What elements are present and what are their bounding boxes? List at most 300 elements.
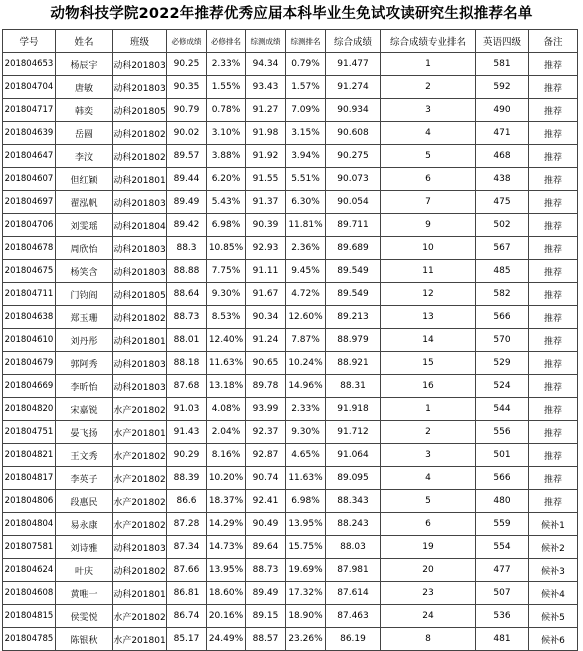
cell-cet4: 485	[476, 260, 529, 283]
cell-student-id: 201807581	[3, 536, 56, 559]
cell-required-rank: 20.16%	[207, 605, 246, 628]
cell-required-rank: 12.40%	[207, 329, 246, 352]
cell-remark: 推荐	[529, 306, 578, 329]
cell-student-id: 201804610	[3, 329, 56, 352]
cell-remark: 候补2	[529, 536, 578, 559]
cell-student-id: 201804804	[3, 513, 56, 536]
cell-assessment-score: 89.78	[246, 375, 286, 398]
cell-class: 动科201803	[113, 352, 167, 375]
cell-required-rank: 14.29%	[207, 513, 246, 536]
column-header-name: 姓名	[56, 30, 113, 53]
cell-assessment-rank: 9.30%	[286, 421, 326, 444]
cell-class: 动科201801	[113, 168, 167, 191]
column-header-assessment-rank: 综测排名	[286, 30, 326, 53]
cell-assessment-score: 90.65	[246, 352, 286, 375]
cell-student-id: 201804669	[3, 375, 56, 398]
cell-required-score: 90.25	[167, 53, 207, 76]
cell-name: 李英子	[56, 467, 113, 490]
cell-class: 水产201801	[113, 628, 167, 651]
cell-assessment-score: 91.27	[246, 99, 286, 122]
cell-required-score: 88.3	[167, 237, 207, 260]
cell-overall-major-rank: 3	[381, 99, 476, 122]
cell-overall-score: 90.934	[326, 99, 381, 122]
cell-assessment-rank: 7.09%	[286, 99, 326, 122]
cell-cet4: 554	[476, 536, 529, 559]
cell-overall-score: 89.549	[326, 283, 381, 306]
cell-required-score: 87.28	[167, 513, 207, 536]
cell-required-score: 88.01	[167, 329, 207, 352]
cell-assessment-score: 91.24	[246, 329, 286, 352]
cell-student-id: 201804679	[3, 352, 56, 375]
cell-student-id: 201804647	[3, 145, 56, 168]
cell-required-rank: 0.78%	[207, 99, 246, 122]
cell-student-id: 201804704	[3, 76, 56, 99]
cell-cet4: 507	[476, 582, 529, 605]
cell-class: 水产201802	[113, 605, 167, 628]
column-header-cet4: 英语四级	[476, 30, 529, 53]
cell-cet4: 468	[476, 145, 529, 168]
cell-class: 动科201802	[113, 559, 167, 582]
table-row	[3, 375, 578, 398]
cell-class: 水产201801	[113, 421, 167, 444]
cell-assessment-rank: 13.95%	[286, 513, 326, 536]
cell-required-rank: 3.88%	[207, 145, 246, 168]
header-row	[3, 30, 578, 53]
cell-required-rank: 6.20%	[207, 168, 246, 191]
cell-assessment-rank: 1.57%	[286, 76, 326, 99]
cell-required-score: 86.81	[167, 582, 207, 605]
cell-assessment-score: 88.57	[246, 628, 286, 651]
cell-overall-major-rank: 6	[381, 513, 476, 536]
cell-assessment-rank: 4.65%	[286, 444, 326, 467]
cell-overall-score: 88.979	[326, 329, 381, 352]
cell-overall-score: 89.549	[326, 260, 381, 283]
cell-student-id: 201804678	[3, 237, 56, 260]
cell-name: 但红颖	[56, 168, 113, 191]
cell-assessment-rank: 2.36%	[286, 237, 326, 260]
table-row	[3, 352, 578, 375]
cell-assessment-rank: 7.87%	[286, 329, 326, 352]
cell-assessment-score: 89.64	[246, 536, 286, 559]
recommendation-table	[2, 29, 578, 651]
cell-required-score: 89.57	[167, 145, 207, 168]
cell-overall-major-rank: 16	[381, 375, 476, 398]
cell-overall-major-rank: 1	[381, 398, 476, 421]
cell-cet4: 480	[476, 490, 529, 513]
column-header-overall-major-rank: 综合成绩专业排名	[381, 30, 476, 53]
cell-class: 动科201803	[113, 237, 167, 260]
cell-student-id: 201804675	[3, 260, 56, 283]
cell-class: 动科201803	[113, 191, 167, 214]
cell-remark: 推荐	[529, 145, 578, 168]
cell-class: 动科201802	[113, 122, 167, 145]
cell-overall-major-rank: 19	[381, 536, 476, 559]
cell-required-rank: 2.33%	[207, 53, 246, 76]
cell-name: 段惠民	[56, 490, 113, 513]
column-header-required-score: 必修成绩	[167, 30, 207, 53]
cell-cet4: 582	[476, 283, 529, 306]
cell-overall-major-rank: 23	[381, 582, 476, 605]
cell-required-score: 86.6	[167, 490, 207, 513]
cell-student-id: 201804706	[3, 214, 56, 237]
cell-assessment-score: 92.93	[246, 237, 286, 260]
cell-overall-score: 90.073	[326, 168, 381, 191]
cell-required-score: 88.64	[167, 283, 207, 306]
cell-class: 水产201802	[113, 513, 167, 536]
cell-cet4: 529	[476, 352, 529, 375]
cell-remark: 推荐	[529, 352, 578, 375]
cell-class: 动科201803	[113, 76, 167, 99]
cell-name: 唐敏	[56, 76, 113, 99]
cell-assessment-rank: 12.60%	[286, 306, 326, 329]
cell-cet4: 481	[476, 628, 529, 651]
cell-student-id: 201804820	[3, 398, 56, 421]
cell-assessment-rank: 23.26%	[286, 628, 326, 651]
cell-assessment-score: 90.34	[246, 306, 286, 329]
cell-cet4: 581	[476, 53, 529, 76]
cell-student-id: 201804806	[3, 490, 56, 513]
cell-required-rank: 13.95%	[207, 559, 246, 582]
cell-overall-major-rank: 3	[381, 444, 476, 467]
cell-required-score: 90.02	[167, 122, 207, 145]
cell-class: 动科201805	[113, 99, 167, 122]
cell-required-score: 90.29	[167, 444, 207, 467]
cell-assessment-rank: 11.63%	[286, 467, 326, 490]
cell-overall-major-rank: 6	[381, 168, 476, 191]
cell-required-score: 89.42	[167, 214, 207, 237]
cell-name: 门钧阎	[56, 283, 113, 306]
cell-remark: 推荐	[529, 168, 578, 191]
cell-name: 陈银秋	[56, 628, 113, 651]
cell-required-rank: 9.30%	[207, 283, 246, 306]
cell-assessment-rank: 3.15%	[286, 122, 326, 145]
cell-overall-major-rank: 2	[381, 421, 476, 444]
table-row	[3, 513, 578, 536]
cell-class: 动科201802	[113, 306, 167, 329]
cell-overall-score: 89.689	[326, 237, 381, 260]
cell-assessment-rank: 15.75%	[286, 536, 326, 559]
column-header-required-rank: 必修排名	[207, 30, 246, 53]
cell-cet4: 471	[476, 122, 529, 145]
cell-cet4: 570	[476, 329, 529, 352]
cell-class: 水产201802	[113, 398, 167, 421]
cell-assessment-rank: 14.96%	[286, 375, 326, 398]
cell-overall-score: 88.31	[326, 375, 381, 398]
cell-name: 叶庆	[56, 559, 113, 582]
cell-required-rank: 8.53%	[207, 306, 246, 329]
cell-assessment-rank: 10.24%	[286, 352, 326, 375]
cell-assessment-rank: 0.79%	[286, 53, 326, 76]
table-row	[3, 191, 578, 214]
table-row	[3, 306, 578, 329]
cell-overall-score: 91.274	[326, 76, 381, 99]
cell-required-rank: 18.60%	[207, 582, 246, 605]
cell-overall-major-rank: 1	[381, 53, 476, 76]
cell-required-score: 89.44	[167, 168, 207, 191]
cell-class: 动科201804	[113, 214, 167, 237]
cell-overall-score: 91.918	[326, 398, 381, 421]
cell-assessment-rank: 18.90%	[286, 605, 326, 628]
cell-student-id: 201804608	[3, 582, 56, 605]
cell-assessment-rank: 11.81%	[286, 214, 326, 237]
cell-assessment-rank: 5.51%	[286, 168, 326, 191]
cell-remark: 推荐	[529, 76, 578, 99]
cell-name: 岳圆	[56, 122, 113, 145]
cell-overall-score: 87.981	[326, 559, 381, 582]
cell-overall-major-rank: 9	[381, 214, 476, 237]
cell-required-score: 89.49	[167, 191, 207, 214]
cell-cet4: 559	[476, 513, 529, 536]
cell-name: 杨辰宇	[56, 53, 113, 76]
cell-required-score: 87.68	[167, 375, 207, 398]
cell-remark: 推荐	[529, 444, 578, 467]
cell-remark: 推荐	[529, 53, 578, 76]
cell-remark: 候补3	[529, 559, 578, 582]
cell-required-rank: 5.43%	[207, 191, 246, 214]
cell-overall-score: 87.614	[326, 582, 381, 605]
cell-student-id: 201804638	[3, 306, 56, 329]
cell-required-score: 91.03	[167, 398, 207, 421]
cell-required-rank: 1.55%	[207, 76, 246, 99]
cell-name: 黄唯一	[56, 582, 113, 605]
cell-class: 动科201803	[113, 375, 167, 398]
cell-assessment-rank: 19.69%	[286, 559, 326, 582]
cell-name: 郑玉珊	[56, 306, 113, 329]
cell-cet4: 438	[476, 168, 529, 191]
cell-assessment-rank: 17.32%	[286, 582, 326, 605]
cell-cet4: 501	[476, 444, 529, 467]
cell-overall-score: 88.243	[326, 513, 381, 536]
cell-cet4: 536	[476, 605, 529, 628]
cell-overall-score: 90.608	[326, 122, 381, 145]
cell-overall-score: 88.03	[326, 536, 381, 559]
cell-assessment-rank: 4.72%	[286, 283, 326, 306]
cell-remark: 候补6	[529, 628, 578, 651]
cell-assessment-score: 92.87	[246, 444, 286, 467]
cell-overall-score: 89.213	[326, 306, 381, 329]
cell-overall-major-rank: 20	[381, 559, 476, 582]
cell-remark: 推荐	[529, 398, 578, 421]
cell-overall-score: 89.711	[326, 214, 381, 237]
cell-name: 翟泓帆	[56, 191, 113, 214]
cell-student-id: 201804717	[3, 99, 56, 122]
cell-assessment-score: 91.37	[246, 191, 286, 214]
cell-student-id: 201804697	[3, 191, 56, 214]
cell-cet4: 592	[476, 76, 529, 99]
cell-cet4: 566	[476, 467, 529, 490]
cell-overall-major-rank: 10	[381, 237, 476, 260]
cell-assessment-rank: 9.45%	[286, 260, 326, 283]
cell-assessment-rank: 2.33%	[286, 398, 326, 421]
cell-required-score: 88.39	[167, 467, 207, 490]
cell-remark: 推荐	[529, 490, 578, 513]
cell-required-rank: 10.85%	[207, 237, 246, 260]
cell-assessment-score: 92.41	[246, 490, 286, 513]
cell-overall-score: 88.921	[326, 352, 381, 375]
cell-required-rank: 13.18%	[207, 375, 246, 398]
cell-name: 周欣怡	[56, 237, 113, 260]
cell-remark: 推荐	[529, 375, 578, 398]
cell-required-score: 90.35	[167, 76, 207, 99]
table-row	[3, 398, 578, 421]
cell-overall-score: 89.095	[326, 467, 381, 490]
cell-required-rank: 8.16%	[207, 444, 246, 467]
cell-overall-major-rank: 11	[381, 260, 476, 283]
cell-class: 动科201802	[113, 145, 167, 168]
cell-remark: 候补4	[529, 582, 578, 605]
cell-student-id: 201804639	[3, 122, 56, 145]
cell-assessment-score: 91.55	[246, 168, 286, 191]
cell-required-rank: 3.10%	[207, 122, 246, 145]
cell-overall-major-rank: 15	[381, 352, 476, 375]
cell-name: 李昕怡	[56, 375, 113, 398]
cell-name: 王文秀	[56, 444, 113, 467]
cell-required-score: 88.88	[167, 260, 207, 283]
cell-student-id: 201804817	[3, 467, 56, 490]
cell-student-id: 201804821	[3, 444, 56, 467]
cell-overall-major-rank: 4	[381, 122, 476, 145]
cell-overall-score: 86.19	[326, 628, 381, 651]
cell-remark: 推荐	[529, 191, 578, 214]
cell-assessment-rank: 6.98%	[286, 490, 326, 513]
column-header-student-id: 学号	[3, 30, 56, 53]
column-header-class: 班级	[113, 30, 167, 53]
cell-student-id: 201804751	[3, 421, 56, 444]
cell-student-id: 201804785	[3, 628, 56, 651]
cell-cet4: 556	[476, 421, 529, 444]
cell-overall-major-rank: 5	[381, 490, 476, 513]
document-title: 动物科技学院2022年推荐优秀应届本科毕业生免试攻读研究生拟推荐名单	[50, 6, 533, 22]
cell-assessment-score: 89.15	[246, 605, 286, 628]
column-header-overall-score: 综合成绩	[326, 30, 381, 53]
table-row	[3, 628, 578, 651]
cell-class: 水产201802	[113, 467, 167, 490]
cell-overall-score: 88.343	[326, 490, 381, 513]
cell-assessment-score: 94.34	[246, 53, 286, 76]
cell-remark: 推荐	[529, 467, 578, 490]
cell-overall-score: 90.275	[326, 145, 381, 168]
table-row	[3, 53, 578, 76]
cell-required-score: 88.73	[167, 306, 207, 329]
cell-class: 动科201805	[113, 283, 167, 306]
cell-assessment-rank: 3.94%	[286, 145, 326, 168]
cell-overall-score: 91.477	[326, 53, 381, 76]
cell-class: 水产201802	[113, 490, 167, 513]
cell-student-id: 201804653	[3, 53, 56, 76]
cell-remark: 推荐	[529, 421, 578, 444]
table-row	[3, 260, 578, 283]
cell-name: 刘雯瑶	[56, 214, 113, 237]
cell-name: 宋嘉锐	[56, 398, 113, 421]
cell-remark: 候补5	[529, 605, 578, 628]
cell-required-score: 86.74	[167, 605, 207, 628]
cell-assessment-score: 89.49	[246, 582, 286, 605]
cell-cet4: 502	[476, 214, 529, 237]
cell-student-id: 201804815	[3, 605, 56, 628]
cell-required-rank: 4.08%	[207, 398, 246, 421]
cell-assessment-score: 88.73	[246, 559, 286, 582]
cell-class: 动科201803	[113, 53, 167, 76]
cell-assessment-score: 91.11	[246, 260, 286, 283]
table-row	[3, 168, 578, 191]
cell-remark: 推荐	[529, 329, 578, 352]
cell-overall-major-rank: 24	[381, 605, 476, 628]
cell-name: 李汶	[56, 145, 113, 168]
cell-required-rank: 24.49%	[207, 628, 246, 651]
cell-required-rank: 11.63%	[207, 352, 246, 375]
cell-name: 晏飞扬	[56, 421, 113, 444]
cell-name: 侯雯悦	[56, 605, 113, 628]
cell-overall-score: 90.054	[326, 191, 381, 214]
cell-name: 刘丹彤	[56, 329, 113, 352]
cell-class: 动科201801	[113, 329, 167, 352]
cell-remark: 推荐	[529, 237, 578, 260]
cell-assessment-score: 90.39	[246, 214, 286, 237]
cell-student-id: 201804607	[3, 168, 56, 191]
cell-assessment-score: 90.74	[246, 467, 286, 490]
table-row	[3, 536, 578, 559]
table-row	[3, 283, 578, 306]
cell-assessment-score: 91.92	[246, 145, 286, 168]
table-row	[3, 214, 578, 237]
cell-cet4: 475	[476, 191, 529, 214]
cell-cet4: 477	[476, 559, 529, 582]
cell-overall-score: 87.463	[326, 605, 381, 628]
cell-name: 刘诗雅	[56, 536, 113, 559]
cell-overall-major-rank: 14	[381, 329, 476, 352]
cell-cet4: 567	[476, 237, 529, 260]
cell-remark: 推荐	[529, 214, 578, 237]
cell-assessment-score: 91.67	[246, 283, 286, 306]
cell-cet4: 544	[476, 398, 529, 421]
cell-assessment-score: 92.37	[246, 421, 286, 444]
cell-required-score: 90.79	[167, 99, 207, 122]
cell-required-score: 85.17	[167, 628, 207, 651]
table-row	[3, 421, 578, 444]
cell-assessment-score: 91.98	[246, 122, 286, 145]
cell-overall-major-rank: 12	[381, 283, 476, 306]
table-row	[3, 122, 578, 145]
cell-overall-major-rank: 4	[381, 467, 476, 490]
table-row	[3, 329, 578, 352]
cell-overall-major-rank: 13	[381, 306, 476, 329]
cell-assessment-score: 93.43	[246, 76, 286, 99]
cell-cet4: 490	[476, 99, 529, 122]
cell-overall-major-rank: 2	[381, 76, 476, 99]
table-row	[3, 605, 578, 628]
cell-overall-major-rank: 5	[381, 145, 476, 168]
cell-student-id: 201804624	[3, 559, 56, 582]
cell-required-rank: 14.73%	[207, 536, 246, 559]
cell-remark: 推荐	[529, 122, 578, 145]
cell-required-score: 87.34	[167, 536, 207, 559]
cell-required-rank: 18.37%	[207, 490, 246, 513]
table-row	[3, 145, 578, 168]
table-row	[3, 559, 578, 582]
cell-name: 杨笑含	[56, 260, 113, 283]
cell-overall-major-rank: 7	[381, 191, 476, 214]
table-row	[3, 76, 578, 99]
cell-student-id: 201804711	[3, 283, 56, 306]
cell-cet4: 566	[476, 306, 529, 329]
cell-class: 动科201803	[113, 536, 167, 559]
cell-overall-major-rank: 8	[381, 628, 476, 651]
cell-required-rank: 6.98%	[207, 214, 246, 237]
cell-required-score: 88.18	[167, 352, 207, 375]
cell-class: 动科201803	[113, 260, 167, 283]
cell-overall-score: 91.712	[326, 421, 381, 444]
table-body	[3, 53, 578, 651]
